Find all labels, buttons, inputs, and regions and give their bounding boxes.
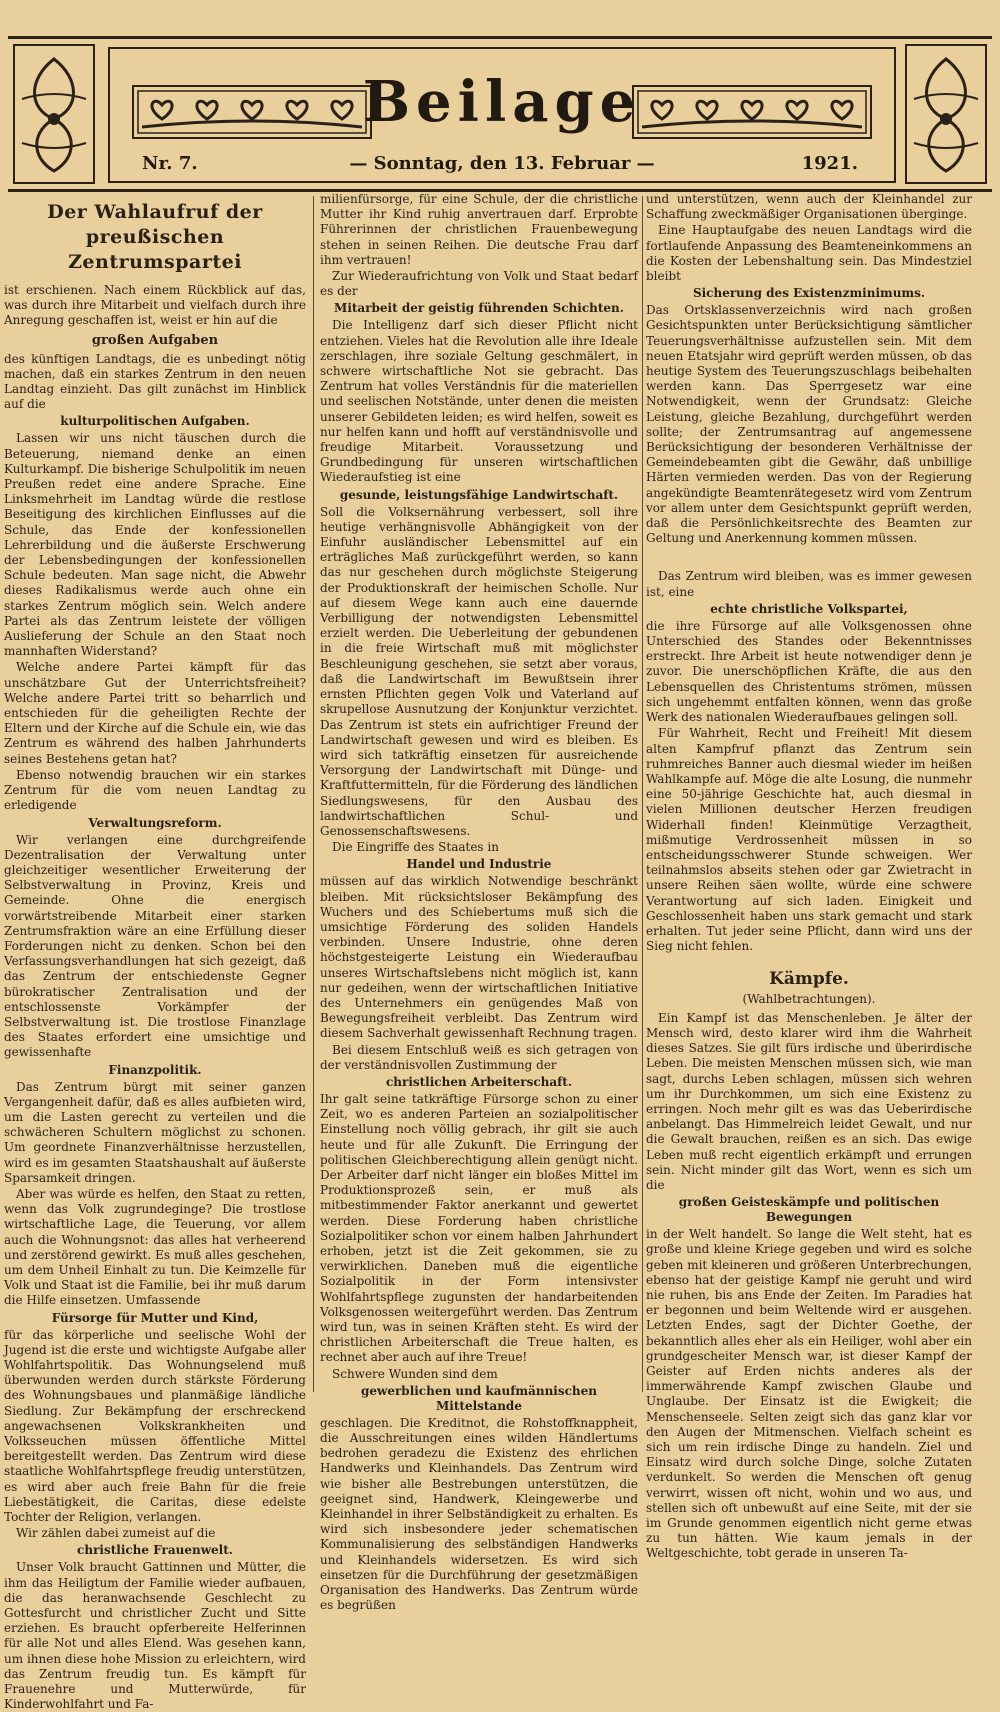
issue-date: — Sonntag, den 13. Februar — bbox=[349, 153, 655, 174]
paragraph: Ein Kampf ist das Menschenleben. Je älter der Mensch wird, desto klarer wird ihm die Wahrheit dieses Satzes. Sie gilt fürs irdische und überirdische Leben. Die meisten Menschen müssen sich, wie man sagt, durchs Leben schlagen, müssen sich wehren um ihr Durchkommen, um sich eine Existenz zu erringen. Noch mehr gilt es was das Ueberirdische anbelangt. Das Himmelreich leidet Gewalt, und nur die Gewalt brauchen, reißen es an sich. Das ewige Leben muß recht eigentlich erkämpft und errungen sein. Nicht minder gilt das Wort, wenn es sich um die bbox=[646, 1010, 972, 1192]
paragraph: Das Zentrum bürgt mit seiner ganzen Vergangenheit dafür, daß es alles aufbieten wird, um die Lasten gerecht zu verteilen und die schwächeren Schultern möglichst zu schonen. Um geordnete Finanzverhältnisse herzustellen, wird es im gesamten Staatshaushalt auf äußerste Sparsamkeit dringen. bbox=[4, 1079, 306, 1185]
paragraph: Welche andere Partei kämpft für das unschätzbare Gut der Unterrichtsfreiheit? Welche andere Partei tritt so beharrlich und entschieden für die geheiligten Rechte der Eltern und der Kirche auf die Schule ein, wie das Zentrum es während des halben Jahrhunderts seines Bestehens getan hat? bbox=[4, 660, 306, 766]
subheading: gewerblichen und kaufmännischen Mittelstande bbox=[360, 1383, 597, 1413]
paragraph: Lassen wir uns nicht täuschen durch die Beteuerung, niemand denke an einen Kulturkampf. Die bisherige Schulpolitik im neuen Preußen redet eine andere Sprache. Eine Linksmehrheit im Landtag würde die restlose Beseitigung des kirchlichen Einflusses auf die Schule, das Ende der konfessionellen Lehrerbildung und die äußerste Erschwerung der Lebensbedingungen der konfessionellen Schule bedeuten. Man sage nicht, die Abwehr dieses Radikalismus werde auch ohne ein starkes Zentrum möglich sein. Welch andere Partei als das Zentrum leistete der völligen Auslieferung der Schule an den Staat noch mannhaften Widerstand? bbox=[4, 431, 306, 659]
paragraph: Zur Wiederaufrichtung von Volk und Staat bedarf es der bbox=[320, 269, 638, 299]
issue-number: Nr. 7. bbox=[142, 153, 198, 174]
spacer bbox=[646, 547, 972, 569]
floral-ornament-icon bbox=[900, 39, 992, 189]
subheading: Sicherung des Existenzminimums. bbox=[692, 286, 926, 301]
paragraph: Wir zählen dabei zumeist auf die bbox=[16, 1526, 216, 1541]
subheading: großen Geisteskämpfe und politischen Bewegungen bbox=[678, 1195, 940, 1225]
paragraph: Soll die Volksernährung verbessert, soll ihre heutige verhängnisvolle Abhängigkeit von der Einfuhr ausländischer Lebensmittel auf ein erträgliches Maß zurückgeführt werden, so kann das nur geschehen durch möglichste Steigerung der Produktionskraft der heimischen Scholle. Nur auf diesem Wege kann auch eine dauernde Verbilligung der notwendigsten Lebensmittel erzielt werden. Die Ueberleitung der gebundenen in die freie Wirtschaft muß mit möglichster Beschleunigung geschehen, sie setzt aber voraus, daß die Landwirtschaft im Bewußtsein ihrer ernsten Pflichten gegen Volk und Vaterland auf skrupellose Ausnutzung der Konjunktur verzichtet. Das Zentrum ist stets ein aufrichtiger Freund der Landwirtschaft gewesen und wird es bleiben. Es wird sich tatkräftig einsetzen für ausreichende Versorgung der Landwirtschaft mit Dünge- und Kraftfuttermitteln, für die Förderung des ländlichen Siedlungswesens, für den Ausbau des landwirtschaftlichen Schul- und Genossenschaftswesens. bbox=[320, 504, 638, 838]
page-title: Beilage bbox=[362, 69, 642, 135]
subheading: Mitarbeit der geistig führenden Schichten. bbox=[334, 301, 624, 316]
article-subtitle: (Wahlbetrachtungen). bbox=[742, 991, 876, 1006]
paragraph: Das Zentrum wird bleiben, was es immer gewesen ist, eine bbox=[646, 569, 972, 599]
paragraph: müssen auf das wirklich Notwendige beschränkt bleiben. Mit rücksichtsloser Bekämpfung des Wuchers und des Schiebertums muß sich die umsichtige Förderung des soliden Handels verbinden. Unsere Industrie, ohne deren höchstgesteigerte Leistung ein Wiederaufbau unseres Wirtschaftslebens nicht möglich ist, kann nur gedeihen, wenn der wirtschaftlichen Initiative des Unternehmers ein genügendes Maß von Bewegungsfreiheit verbleibt. Das Zentrum wird diesem Sachverhalt gewissenhaft Rechnung tragen. bbox=[320, 874, 638, 1041]
masthead-frame bbox=[108, 47, 896, 183]
paragraph: für das körperliche und seelische Wohl der Jugend ist die erste und wichtigste Aufgabe aller Wohlfahrtspolitik. Das Wohnungselend muß überwunden werden durch stärkste Förderung des Wohnungsbaues und planmäßige ländliche Siedlung. Zur Bekämpfung der erschreckend angewachsenen Volkskrankheiten und Volksseuchen müssen öffentliche Mittel bereitgestellt werden. Das Zentrum wird diese staatliche Wohlfahrtspflege freudig unterstützen, es wird aber auch freie Bahn für die freie Liebestätigkeit, die Caritas, diese edelste Tochter der Religion, verlangen. bbox=[4, 1327, 306, 1525]
paragraph: Aber was würde es helfen, den Staat zu retten, wenn das Volk zugrundeginge? Die trostlose wirtschaftliche Lage, die Teuerung, vor allem auch die Wohnungsnot: das alles hat verheerend und zerstörend gewirkt. Es muß alles geschehen, um dem Unheil Einhalt zu tun. Die Keimzelle für Volk und Staat ist die Familie, bei ihr muß darum die Hilfe einsetzen. Umfassende bbox=[4, 1186, 306, 1308]
column-1 bbox=[4, 192, 306, 1712]
paragraph: Wir verlangen eine durchgreifende Dezentralisation der Verwaltung unter gleichzeitiger wesentlicher Erweiterung der Selbstverwaltung in Provinz, Kreis und Gemeinde. Ohne die energisch vorwärtstreibende Mitarbeit einer starken Zentrumsfraktion wäre an eine Erfüllung dieser Forderungen nicht zu denken. Schon bei den Verfassungsverhandlungen hat sich gezeigt, daß das Zentrum der entschiedenste Gegner bürokratischer Zentralisation und der entschlossenste Vorkämpfer der Selbstverwaltung ist. Die trostlose Finanzlage des Staates erfordert eine umsichtige und gewissenhafte bbox=[4, 832, 306, 1060]
subheading: Finanzpolitik. bbox=[108, 1062, 202, 1077]
subheading: echte christliche Volkspartei, bbox=[710, 601, 908, 616]
paragraph: Eine Hauptaufgabe des neuen Landtags wird die fortlaufende Anpassung des Beamteneinkommens an die Kosten der Lebenshaltung sein. Das Mindestziel bleibt bbox=[646, 223, 972, 284]
paragraph: in der Welt handelt. So lange die Welt steht, hat es große und kleine Kriege gegeben und wird es solche geben mit kleineren und größeren Unterbrechungen, ebenso hat der geistige Kampf nie geruht und wird nie ruhen, bis ans Ende der Zeiten. Im Paradies hat er begonnen und beim Weltende wird er ausgehen. Letzten Endes, sagt der Dichter Goethe, der bekanntlich alles eher als ein Heiliger, wohl aber ein grundgescheiter Mensch war, ist dieser Kampf der Geister auf Erden nichts anderes als der immerwährende Kampf zwischen Glaube und Unglaube. Der Einsatz ist die Ewigkeit; die Menschenseele. Selten zeigt sich das ganz klar vor den Augen der Mitmenschen. Vielfach scheint es sich um rein irdische Dinge zu handeln. Ziel und Einsatz wird durch solche Dinge, solche Zutaten verdunkelt. So werden die Menschen oft genug verwirrt, wissen oft nicht, wohin und wo aus, und stellen sich oft unbewußt auf eine Seite, mit der sie im Grunde genommen eigentlich nicht gerne etwas zu tun hätten. Wie kaum jemals in der Weltgeschichte, tobt gerade in unseren Ta- bbox=[646, 1227, 972, 1561]
subheading: Verwaltungsreform. bbox=[88, 815, 222, 830]
article-headline: Der Wahlaufruf der preußischen Zentrumspartei bbox=[47, 201, 263, 273]
subheading: christliche Frauenwelt. bbox=[77, 1543, 233, 1558]
paragraph: und unterstützen, wenn auch der Kleinhandel zur Schaffung zweckmäßiger Organisationen überginge. bbox=[646, 192, 972, 222]
column-3 bbox=[646, 192, 972, 1561]
paragraph: Ihr galt seine tatkräftige Fürsorge schon zu einer Zeit, wo es anderen Parteien an sozialpolitischer Einstellung noch völlig gebrach, ihr gilt sie auch heute und für alle Zukunft. Die Erringung der politischen Gleichberechtigung allein genügt nicht. Der Arbeiter darf nicht länger ein bloßes Mittel im Produktionsprozeß sein, er muß als mitbestimmender Faktor anerkannt und gewertet werden. Diese Forderung haben christliche Sozialpolitiker schon vor einem halben Jahrhundert erhoben, jetzt ist die Zeit gekommen, sie zu verwirklichen. Daneben muß die eigentliche Sozialpolitik in der Form intensivster Wohlfahrtspflege zugunsten der handarbeitenden Volksgenossen weitergeführt werden. Das Zentrum wird tun, was in seinen Kräften steht. Es wird der christlichen Arbeiterschaft die Treue halten, es rechnet aber auch auf ihre Treue! bbox=[320, 1091, 638, 1365]
subheading: Handel und Industrie bbox=[406, 857, 552, 872]
paragraph: Das Ortsklassenverzeichnis wird nach großen Gesichtspunkten unter Berücksichtigung sämtlicher Teuerungsverhältnisse aufzustellen sein. Mit dem neuen Etatsjahr wird geprüft werden müssen, ob das heutige System des Teuerungszuschlags beibehalten werden kann. Das Sperrgesetz war eine Notwendigkeit, wenn der Grundsatz: Gleiche Leistung, gleiche Bezahlung, durchgeführt werden sollte; der Zentrumsantrag auf angemessene Berücksichtigung der besonderen Verhältnisse der Gemeindebeamten gibt die Gewähr, daß unbillige Härten vermieden werden. Das von der Regierung angekündigte Beamtenrätegesetz wird vom Zentrum vor allem unter dem Gesichtspunkt geprüft werden, daß die Persönlichkeitsrechte des Beamten zur Geltung und Anerkennung kommen müssen. bbox=[646, 303, 972, 546]
column-2 bbox=[320, 192, 638, 1613]
paragraph: Unser Volk braucht Gattinnen und Mütter, die ihm das Heiligtum der Familie wieder aufbauen, die das heranwachsende Geschlecht zu Gottesfurcht und christlicher Zucht und Sitte erziehen. Es braucht opferbereite Helferinnen für alle Not und alles Elend. Was gesehen kann, um ihnen diese hohe Mission zu erleichtern, wird das Zentrum freudig tun. Es kämpft für Frauenehre und Mutterwürde, für Kinderwohlfahrt und Fa- bbox=[4, 1560, 306, 1712]
subheading: Fürsorge für Mutter und Kind, bbox=[51, 1310, 259, 1325]
paragraph: Für Wahrheit, Recht und Freiheit! Mit diesem alten Kampfruf pflanzt das Zentrum sein ruhmreiches Banner auch diesmal wieder im heißen Wahlkampfe auf. Möge die alte Losung, die nunmehr eine 50-jährige Geschichte hat, auch diesmal in vielen Millionen deutscher Herzen freudigen Widerhall finden! Kleinmütige Verzagtheit, mißmutige Verdrossenheit müssen in so entscheidungsschwerer Stunde schweigen. Wer teilnahmslos abseits stehen oder gar Zwietracht in unsere Reihen säen wollte, würde eine schwere Verantwortung auf sich laden. Einigkeit und Geschlossenheit haben uns stark gemacht und stark erhalten. Tut jeder seine Pflicht, dann wird uns der Sieg nicht fehlen. bbox=[646, 726, 972, 954]
subheading: christlichen Arbeiterschaft. bbox=[385, 1074, 573, 1089]
paragraph: Schwere Wunden sind dem bbox=[332, 1366, 498, 1381]
article-columns bbox=[0, 192, 1000, 1712]
subheading: großen Aufgaben bbox=[91, 332, 219, 348]
paragraph: Die Intelligenz darf sich dieser Pflicht nicht entziehen. Vieles hat die Revolution alle ihre Ideale zerschlagen, ihre soziale Geltung geschmälert, in schwere wirtschaftliche Not sie gebracht. Das Zentrum hat volles Verständnis für die materiellen und seelischen Notstände, unter denen die meisten unserer Gebildeten leiden; es wird helfen, soweit es nur helfen kann und hofft auf verständnisvolle und freudige Mitarbeit. Voraussetzung und Grundbedingung für unseren wirtschaftlichen Wiederaufstieg ist eine bbox=[320, 318, 638, 485]
subheading: gesunde, leistungsfähige Landwirtschaft. bbox=[339, 487, 619, 502]
paragraph: Bei diesem Entschluß weiß es sich getragen von der verständnisvollen Zustimmung der bbox=[320, 1042, 638, 1072]
paragraph: des künftigen Landtags, die es unbedingt nötig machen, daß ein starkes Zentrum in den neuen Landtag einzieht. Das gilt zunächst im Hinblick auf die bbox=[4, 351, 306, 412]
paragraph: Die Eingriffe des Staates in bbox=[332, 840, 499, 855]
paragraph: geschlagen. Die Kreditnot, die Rohstoffknappheit, die Ausschreitungen eines wilden Händlertums bedrohen geradezu die Existenz des ehrlichen Handwerks und Kleinhandels. Das Zentrum wird wie bisher alle Bestrebungen unterstützen, die geeignet sind, Handwerk, Kleingewerbe und Kleinhandel in ihrer Selbständigkeit zu erhalten. Es wird sich insbesondere jeder schematischen Kommunalisierung des selbständigen Handwerks und Kleinhandels widersetzen. Es wird sich einsetzen für die Durchführung der gesetzmäßigen Organisation des Handwerks. Das Zentrum würde es begrüßen bbox=[320, 1415, 638, 1613]
paragraph: ist erschienen. Nach einem Rückblick auf das, was durch ihre Mitarbeit und vielfach durch ihre Anregung geschaffen ist, weist er hin auf die bbox=[4, 283, 306, 328]
paragraph: milienfürsorge, für eine Schule, der die christliche Mutter ihr Kind ruhig anvertrauen darf. Erprobte Führerinnen der christlichen Frauenbewegung stehen in seinen Reihen. Die deutsche Frau darf ihm vertrauen! bbox=[320, 192, 638, 267]
paragraph: Ebenso notwendig brauchen wir ein starkes Zentrum für die vom neuen Landtag zu erledigende bbox=[4, 767, 306, 813]
paragraph: die ihre Fürsorge auf alle Volksgenossen ohne Unterschied des Standes oder Bekenntnisses erstreckt. Ihre Arbeit ist heute notwendiger denn je zuvor. Die unerschöpflichen Kräfte, die aus den Lebensquellen des Christentums strömen, müssen sich ungehemmt entfalten können, wenn das große Werk des nationalen Wiederaufbaues gelingen soll. bbox=[646, 618, 972, 725]
subheading: kulturpolitischen Aufgaben. bbox=[60, 414, 250, 429]
article-headline: Kämpfe. bbox=[769, 969, 849, 990]
issue-year: 1921. bbox=[801, 153, 858, 174]
masthead bbox=[8, 36, 992, 192]
floral-ornament-icon bbox=[8, 39, 100, 189]
